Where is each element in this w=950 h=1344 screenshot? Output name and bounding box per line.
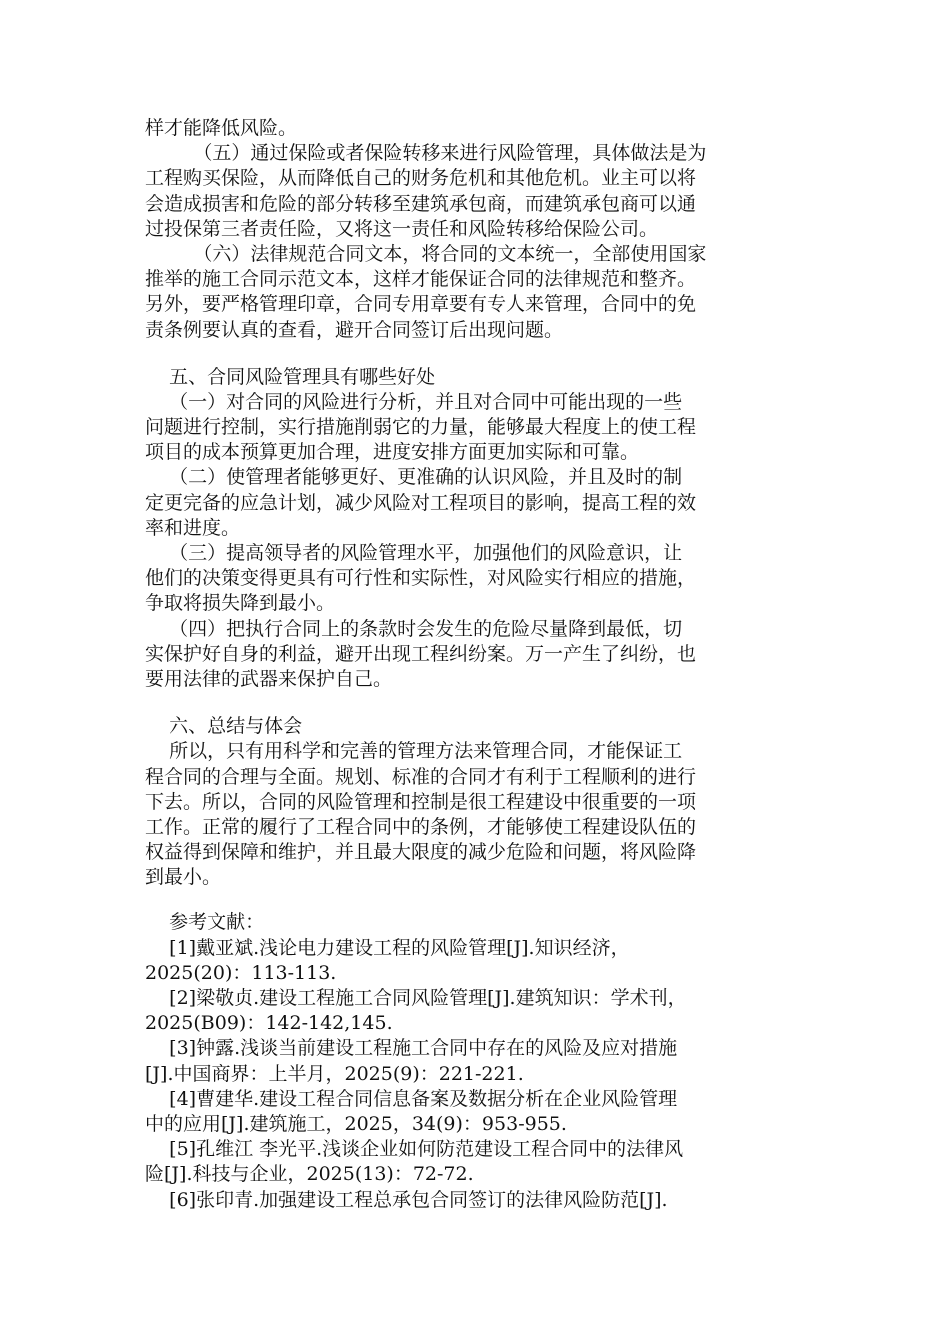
section-heading: 五、合同风险管理具有哪些好处	[145, 365, 436, 388]
text-line: 争取将损失降到最小。	[145, 592, 336, 615]
text-line: 到最小。	[145, 866, 222, 889]
text-line: 另外，要严格管理印章，合同专用章要有专人来管理，合同中的免	[145, 293, 697, 316]
text-line: （四）把执行合同上的条款时会发生的危险尽量降到最低，切	[145, 617, 683, 640]
reference-line: [5]孔维江 李光平.浅谈企业如何防范建设工程合同中的法律风	[145, 1138, 684, 1161]
references-heading: 参考文献：	[145, 911, 265, 934]
text-line: 程合同的合理与全面。规划、标准的合同才有利于工程顺利的进行	[145, 765, 697, 788]
text-line: 实保护好自身的利益，避开出现工程纠纷案。万一产生了纠纷，也	[145, 642, 697, 665]
section-benefits	[145, 365, 805, 692]
text-line: 样才能降低风险。	[145, 117, 298, 139]
paragraph-gap	[145, 343, 805, 365]
text-line: 工程购买保险，从而降低自己的财务危机和其他危机。业主可以将	[145, 167, 697, 190]
section-heading: 六、总结与体会	[145, 715, 303, 738]
reference-line: 2025(B09)：142-142,145.	[145, 1012, 393, 1035]
text-line: （五）通过保险或者保险转移来进行风险管理，具体做法是为	[145, 142, 707, 165]
reference-line: [6]张印青.加强建设工程总承包合同签订的法律风险防范[J].	[145, 1188, 668, 1211]
paragraph-gap	[145, 692, 805, 714]
text-line: 下去。所以，合同的风险管理和控制是很工程建设中很重要的一项	[145, 790, 697, 813]
reference-line: [J].中国商界：上半月，2025(9)：221-221.	[145, 1062, 524, 1085]
text-line: 会造成损害和危险的部分转移至建筑承包商，而建筑承包商可以通	[145, 192, 697, 215]
paragraph-gap	[145, 890, 805, 910]
text-line: 权益得到保障和维护，并且最大限度的减少危险和问题，将风险降	[145, 841, 697, 864]
reference-line: [3]钟露.浅谈当前建设工程施工合同中存在的风险及应对措施	[145, 1037, 678, 1060]
text-line: 率和进度。	[145, 516, 241, 539]
reference-line: 中的应用[J].建筑施工，2025，34(9)：953-955.	[145, 1112, 567, 1135]
text-line: 推举的施工合同示范文本，这样才能保证合同的法律规范和整齐。	[145, 268, 697, 291]
text-line: 责条例要认真的查看，避开合同签订后出现问题。	[145, 318, 564, 341]
document-body	[145, 116, 805, 1213]
reference-line: [1]戴亚斌.浅论电力建设工程的风险管理[J].知识经济，	[145, 936, 630, 959]
section-risk-measures-continued	[145, 116, 805, 343]
text-line: 过投保第三者责任险，又将这一责任和风险转移给保险公司。	[145, 217, 659, 240]
text-line: 要用法律的武器来保护自己。	[145, 667, 393, 690]
text-line: 问题进行控制，实行措施削弱它的力量，能够最大程度上的使工程	[145, 416, 697, 439]
text-line: 他们的决策变得更具有可行性和实际性，对风险实行相应的措施，	[145, 567, 697, 590]
text-line: 定更完备的应急计划，减少风险对工程项目的影响，提高工程的效	[145, 491, 697, 514]
reference-line: 险[J].科技与企业，2025(13)：72-72.	[145, 1163, 474, 1186]
text-line: （三）提高领导者的风险管理水平，加强他们的风险意识，让	[145, 542, 683, 564]
section-references	[145, 910, 805, 1212]
reference-line: 2025(20)：113-113.	[145, 961, 337, 984]
reference-line: [4]曹建华.建设工程合同信息备案及数据分析在企业风险管理	[145, 1087, 678, 1110]
text-line: 项目的成本预算更加合理，进度安排方面更加实际和可靠。	[145, 441, 640, 464]
text-line: （六）法律规范合同文本，将合同的文本统一，全部使用国家	[145, 242, 707, 265]
text-line: （一）对合同的风险进行分析，并且对合同中可能出现的一些	[145, 390, 683, 413]
text-line: 工作。正常的履行了工程合同中的条例，才能够使工程建设队伍的	[145, 815, 697, 838]
section-summary	[145, 714, 805, 890]
text-line: （二）使管理者能够更好、更准确的认识风险，并且及时的制	[145, 466, 683, 489]
text-line: 所以，只有用科学和完善的管理方法来管理合同，才能保证工	[145, 740, 683, 763]
reference-line: [2]梁敬贞.建设工程施工合同风险管理[J].建筑知识：学术刊，	[145, 987, 687, 1009]
